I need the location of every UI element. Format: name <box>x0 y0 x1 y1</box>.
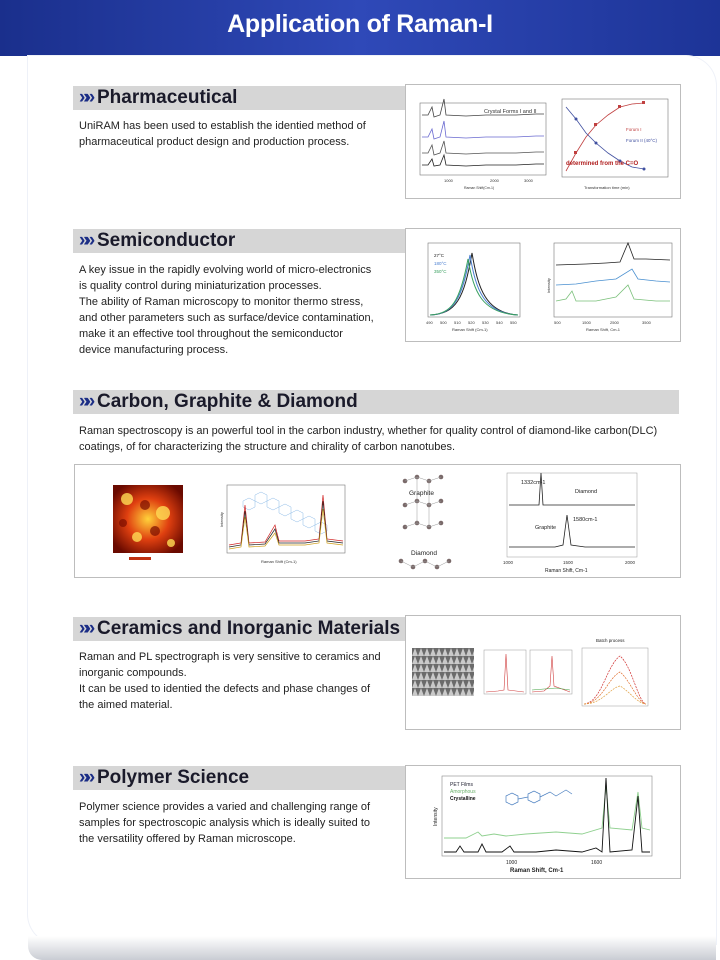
svg-text:Raman Shift, Cm-1: Raman Shift, Cm-1 <box>510 868 564 874</box>
svg-text:Raman Shift(Cm-1): Raman Shift(Cm-1) <box>464 186 495 190</box>
svg-text:Raman Shift (Cm-1): Raman Shift (Cm-1) <box>452 327 488 332</box>
svg-text:350°C: 350°C <box>434 269 447 274</box>
sem-micrograph-image <box>412 648 474 696</box>
svg-text:27°C: 27°C <box>434 253 445 258</box>
carbon-figure <box>74 464 681 578</box>
svg-text:530: 530 <box>482 320 489 325</box>
ceramics-figure <box>405 615 681 730</box>
svg-text:1332cm-1: 1332cm-1 <box>521 480 546 486</box>
svg-text:Raman Shift, Cm-1: Raman Shift, Cm-1 <box>545 568 588 574</box>
crystal-forms-label: Crystal Forms I and II <box>484 109 537 115</box>
svg-text:490: 490 <box>426 320 433 325</box>
graphite-structure-label: Graphite <box>409 490 434 497</box>
svg-text:Batch process: Batch process <box>596 638 625 643</box>
section-title: Semiconductor <box>97 230 236 251</box>
svg-text:2000: 2000 <box>490 178 499 183</box>
svg-text:1000: 1000 <box>506 860 518 866</box>
page-title: Application of Raman-I <box>227 10 493 38</box>
svg-text:540: 540 <box>496 320 503 325</box>
section-heading-ceramics <box>73 617 405 641</box>
section-heading-polymer <box>73 766 405 790</box>
chevron-double-right-icon: »» <box>79 767 91 788</box>
header-bar <box>0 0 720 56</box>
semiconductor-text: A key issue in the rapidly evolving world of micro-electronics is quality control during miniaturization processes. The ability of Raman microscopy to monitor thermo stress, and other parameters such as surface/device contamination, make it an effective tool throughout the semiconductor device manufacturing process. <box>79 264 374 356</box>
pharmaceutical-figure <box>405 84 681 199</box>
chevron-double-right-icon: »» <box>79 618 91 639</box>
svg-text:1000: 1000 <box>444 178 453 183</box>
svg-text:Intensity: Intensity <box>219 512 224 527</box>
svg-text:PET Films: PET Films <box>450 782 473 788</box>
svg-text:550: 550 <box>510 320 517 325</box>
svg-text:510: 510 <box>454 320 461 325</box>
svg-text:1500: 1500 <box>582 320 591 325</box>
annotation-text: determined from the C=O <box>566 161 639 167</box>
svg-text:3500: 3500 <box>642 320 651 325</box>
svg-text:Raman Shift (Cm-1): Raman Shift (Cm-1) <box>261 559 297 564</box>
section-title: Carbon, Graphite & Diamond <box>97 391 358 412</box>
diamond-structure-label: Diamond <box>411 550 438 557</box>
polymer-text: Polymer science provides a varied and challenging range of samples for spectroscopic analysis which is ideally suited to the versatility offered by Raman microscope. <box>79 801 371 845</box>
bottom-shadow <box>28 936 716 960</box>
svg-text:Forum II (40°C): Forum II (40°C) <box>626 138 658 143</box>
svg-text:Transformation time (min): Transformation time (min) <box>584 185 630 190</box>
svg-text:500: 500 <box>440 320 447 325</box>
svg-text:1580cm-1: 1580cm-1 <box>573 517 598 523</box>
section-heading-carbon <box>73 390 679 414</box>
svg-text:Amorphous: Amorphous <box>450 789 476 795</box>
svg-text:180°C: 180°C <box>434 261 447 266</box>
svg-text:3000: 3000 <box>524 178 533 183</box>
polymer-figure <box>405 765 681 879</box>
chevron-double-right-icon: »» <box>79 391 91 412</box>
svg-text:500: 500 <box>554 320 561 325</box>
svg-text:Crystalline: Crystalline <box>450 796 476 802</box>
svg-text:Intensity: Intensity <box>433 807 439 826</box>
ceramics-text: Raman and PL spectrograph is very sensitive to ceramics and inorganic compounds. It can be used to identied the defects and phase changes of the aimed material. <box>79 651 381 711</box>
section-title: Pharmaceutical <box>97 87 238 108</box>
svg-text:1000: 1000 <box>503 560 514 565</box>
pharmaceutical-text: UniRAM has been used to establish the identied method of pharmaceutical product design and production process. <box>79 120 366 148</box>
svg-text:1600: 1600 <box>591 860 603 866</box>
carbon-text: Raman spectroscopy is an powerful tool in the carbon industry, whether for quality control of diamond-like carbon(DLC) coatings, of for characterizing the structure and chirality of carbon nanotubes. <box>79 425 658 453</box>
section-heading-semiconductor <box>73 229 405 253</box>
chevron-double-right-icon: »» <box>79 87 91 108</box>
svg-text:Raman Shift, Cm-1: Raman Shift, Cm-1 <box>586 327 621 332</box>
svg-text:2000: 2000 <box>625 560 636 565</box>
section-title: Ceramics and Inorganic Materials <box>97 618 401 639</box>
chevron-double-right-icon: »» <box>79 230 91 251</box>
section-title: Polymer Science <box>97 767 250 788</box>
svg-text:Graphite: Graphite <box>535 525 557 531</box>
svg-text:Forum I: Forum I <box>626 127 642 132</box>
svg-text:2500: 2500 <box>610 320 619 325</box>
svg-text:Intensity: Intensity <box>546 278 551 293</box>
semiconductor-figure <box>405 228 681 342</box>
svg-text:520: 520 <box>468 320 475 325</box>
svg-text:1500: 1500 <box>563 560 574 565</box>
section-heading-pharmaceutical <box>73 86 405 110</box>
svg-text:Diamond: Diamond <box>575 489 598 495</box>
